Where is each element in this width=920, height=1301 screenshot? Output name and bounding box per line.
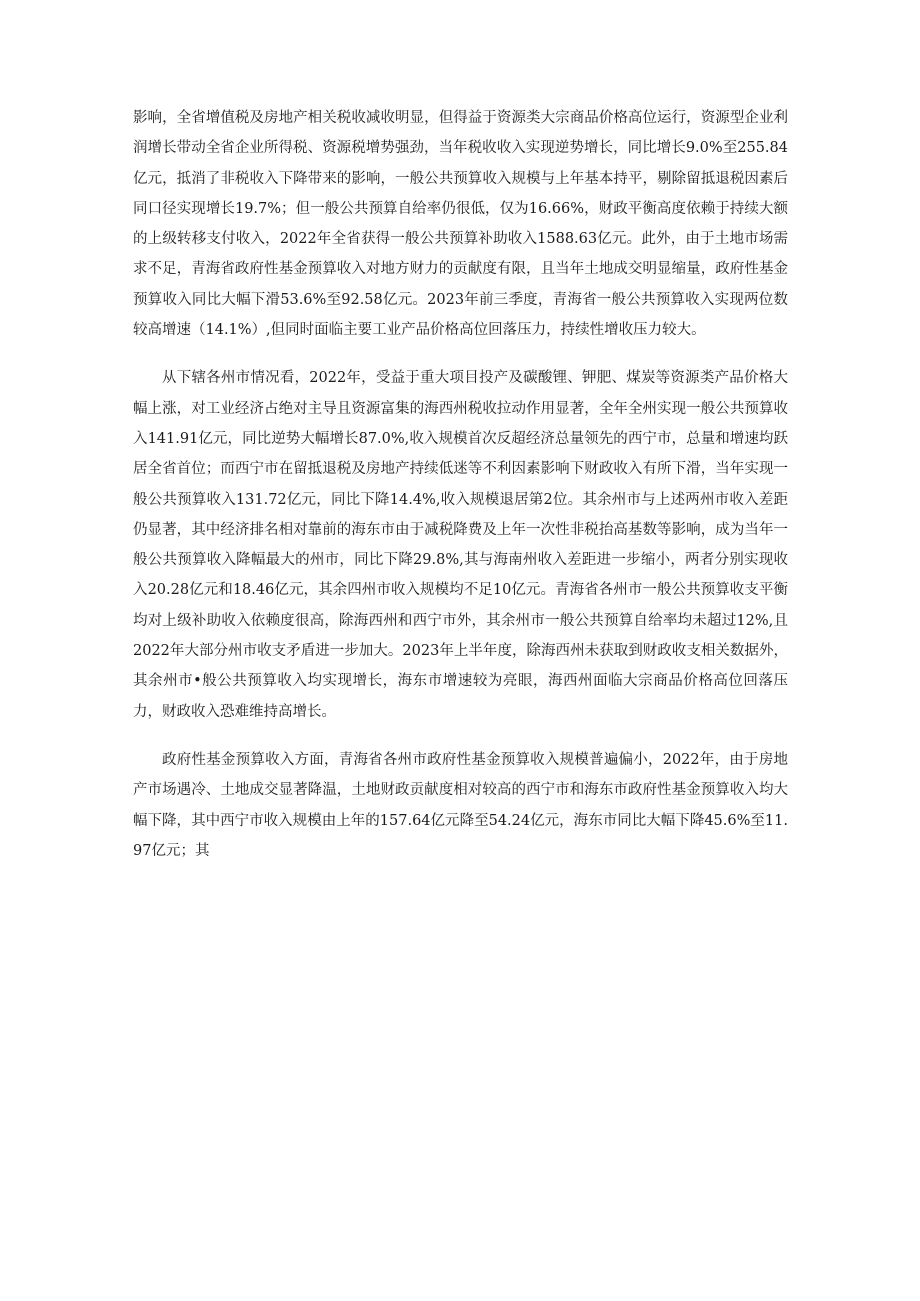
body-text [133, 103, 788, 866]
paragraph-government-fund-revenue: 政府性基金预算收入方面，青海省各州市政府性基金预算收入规模普遍偏小，2022年，由于房地产市场遇冷、土地成交显著降温，土地财政贡献度相对较高的西宁市和海东市政府性基金预算收入均大幅下降，其中西宁市收入规模由上年的157.64亿元降至54.24亿元，海东市同比大幅下降45.6%至11.97亿元；其 [133, 751, 788, 859]
paragraph-fiscal-overview: 影响，全省增值税及房地产相关税收减收明显，但得益于资源类大宗商品价格高位运行，资源型企业利润增长带动全省企业所得税、资源税增势强劲，当年税收收入实现逆势增长，同比增长9.0%至255.84亿元，抵消了非税收入下降带来的影响，一般公共预算收入规模与上年基本持平，剔除留抵退税因素后同口径实现增长19.7%；但一般公共预算自给率仍很低，仅为16.66%，财政平衡高度依赖于持续大额的上级转移支付收入，2022年全省获得一般公共预算补助收入1588.63亿元。此外，由于土地市场需求不足，青海省政府性基金预算收入对地方财力的贡献度有限，且当年土地成交明显缩量，政府性基金预算收入同比大幅下滑53.6%至92.58亿元。2023年前三季度，青海省一般公共预算收入实现两位数较高增速（14.1%）,但同时面临主要工业产品价格高位回落压力，持续性增收压力较大。 [133, 110, 788, 339]
paragraph-prefecture-revenue: 从下辖各州市情况看，2022年，受益于重大项目投产及碳酸锂、钾肥、煤炭等资源类产品价格大幅上涨，对工业经济占绝对主导且资源富集的海西州税收拉动作用显著，全年全州实现一般公共预算收入141.91亿元，同比逆势大幅增长87.0%,收入规模首次反超经济总量领先的西宁市，总量和增速均跃居全省首位；而西宁市在留抵退税及房地产持续低迷等不利因素影响下财政收入有所下滑，当年实现一般公共预算收入131.72亿元，同比下降14.4%,收入规模退居第2位。其余州市与上述两州市收入差距仍显著，其中经济排名相对靠前的海东市由于减税降费及上年一次性非税抬高基数等影响，成为当年一般公共预算收入降幅最大的州市，同比下降29.8%,其与海南州收入差距进一步缩小，两者分别实现收入20.28亿元和18.46亿元，其余四州市收入规模均不足10亿元。青海省各州市一般公共预算收支平衡均对上级补助收入依赖度很高，除海西州和西宁市外，其余州市一般公共预算自给率均未超过12%,且2022年大部分州市收支矛盾进一步加大。2023年上半年度，除海西州未获取到财政收支相关数据外，其余州市•般公共预算收入均实现增长，海东市增速较为亮眼，海西州面临大宗商品价格高位回落压力，财政收入恐难维持高增长。 [133, 370, 788, 720]
